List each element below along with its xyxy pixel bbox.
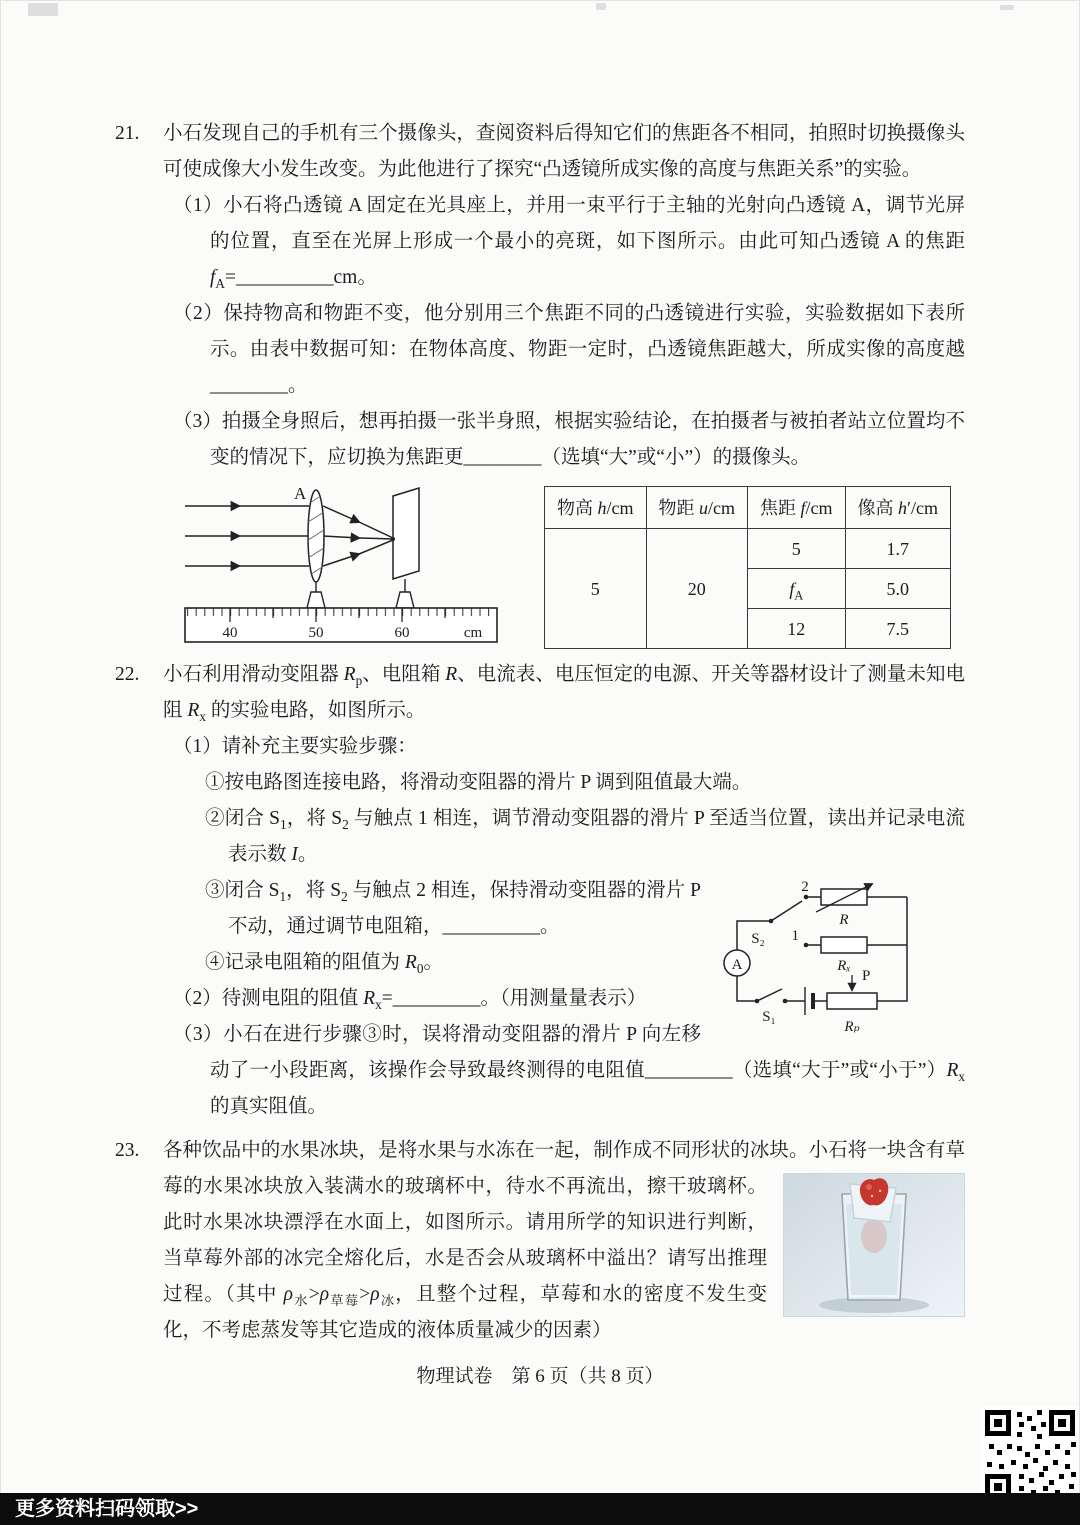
question-22-number: 22. [115,664,140,685]
switch-s1 [755,989,788,1025]
table-header-row [545,487,951,529]
cell-image-height-2: 5.0 [845,569,950,609]
qr-code [981,1406,1079,1504]
cell-focal-3: 12 [748,609,846,649]
ruler-tick-60: 60 [394,625,410,641]
ruler-tick-50: 50 [308,625,324,641]
stem-text: 此时水果冰块漂浮在水面上，如图所示。请用所学的知识进行判断，当草莓外部的冰完全熔化后，水是否会从玻璃杯中溢出？请写出推理过程。（其中 $\rho_水>\rho_{草莓}>\rho_冰$，且整个过程，草莓和水的密度不发生变化，不考虑蒸发等其它造成的液体质量减少的因素） [163,1212,767,1341]
item-marker: （3） [173,1024,223,1045]
scan-artifact [1000,5,1014,10]
question-22-step-2: ②闭合 $S_1$，将 $S_2$ 与触点 1 相连，调节滑动变阻器的滑片 P 至适当位置，读出并记录电流表示数 I。 [205,808,965,865]
battery-icon [805,987,813,1015]
item-text: 待测电阻的阻值 $R_x=\_\_\_\_\_\_\_\_\_$。（用测量量表示） [221,988,647,1012]
question-22-step-4: ④记录电阻箱的阻值为 $R_0$。 [205,952,443,976]
item-text: 小石将凸透镜 A 固定在光具座上，并用一束平行于主轴的光射向凸透镜 A，调节光屏的位置，直至在光屏上形成一个最小的亮斑，如下图所示。由此可知凸透镜 A 的焦距 $f_A=\_\_\_\_\_\_\_\_\_\_cm$。 [210,195,965,291]
focal-spot [391,537,395,541]
page-footer: 物理试卷 第 6 页（共 8 页） [416,1366,664,1387]
cell-focal-2: $f_A$ [748,569,846,609]
switch-s2 [751,879,809,947]
switch-s2-label: S₂ [751,931,765,947]
cell-object-height: 5 [545,529,647,649]
question-21-number: 21. [115,123,140,144]
item-text: 小石在进行步骤③时，误将滑动变阻器的滑片 P 向左移动了一小段距离，该操作会导致最终测得的电阻值_________（选填“大于”或“小于$”)R_x$ 的真实阻值。 [210,1024,965,1117]
question-23-number: 23. [115,1140,140,1161]
lens-holder [307,582,325,608]
resistor-box [816,884,872,928]
question-22 [115,657,965,1125]
unknown-resistor [821,937,867,974]
circuit-svg [715,877,965,1049]
col-object-height: 物高 h/cm [545,487,647,529]
question-21 [115,116,965,649]
ice-glass-photo-svg [784,1174,964,1316]
parallel-rays [185,506,309,566]
table-row [545,529,951,569]
question-22-step-3: ③闭合 $S_1$，将 $S_2$ 与触点 2 相连，保持滑动变阻器的滑片 P 不动，通过调节电阻箱，__________。 [205,880,701,937]
question-22-item-1 [168,729,965,765]
promo-bar [0,1493,1080,1525]
cell-focal-1: 5 [748,529,846,569]
unknown-resistor-label: Rₓ [837,958,851,974]
lens-label: A [294,484,307,503]
switch-s1-label: S₁ [762,1009,776,1025]
stem-text: 各种饮品中的水果冰块，是将水果与水冻在一起，制作成不同形状的冰块。小石将一块含有草莓的水果冰块放入装满水的玻璃杯中，待水不再流出，擦干玻璃杯。 [163,1140,965,1197]
light-screen [391,488,419,579]
item-marker: （2） [173,303,224,324]
question-21-stem: 小石发现自己的手机有三个摄像头，查阅资料后得知它们的焦距各不相同，拍照时切换摄像头可使成像大小发生改变。为此他进行了探究“凸透镜所成实像的高度与焦距关系”的实验。 [163,123,965,180]
ammeter-icon [724,950,750,976]
item-text: 保持物高和物距不变，他分别用三个焦距不同的凸透镜进行实验，实验数据如下表所示。由表中数据可知：在物体高度、物距一定时，凸透镜焦距越大，所成实像的高度越________。 [210,303,965,396]
item-marker: （2） [173,988,222,1009]
page-content [115,116,965,1395]
scan-artifact [596,3,606,10]
slider-label: P [862,968,871,984]
resistor-box-label: R [839,912,849,928]
circuit-diagram [715,877,965,1049]
screen-holder [396,579,414,608]
col-object-distance: 物距 u/cm [646,487,748,529]
cell-image-height-1: 1.7 [845,529,950,569]
question-23 [115,1133,965,1349]
lens-experiment-diagram [173,484,508,646]
rheostat-label: Rₚ [844,1019,860,1035]
item-text: 请补充主要实验步骤： [221,736,417,757]
item-marker: （1） [173,195,224,216]
rheostat [827,968,877,1035]
item-marker: （1） [173,736,222,757]
question-23-stem [163,1133,965,1349]
contact-1-label: 1 [791,928,799,944]
scan-artifact [28,3,58,16]
question-22-step-1: ①按电路图连接电路，将滑动变阻器的滑片 P 调到阻值最大端。 [205,772,752,793]
converging-rays [323,506,393,566]
ice-glass-photo [783,1173,965,1317]
ruler-unit: cm [463,625,483,641]
question-22-stem: 小石利用滑动变阻器 $R_p$、电阻箱 R、电流表、电压恒定的电源、开关等器材设计了测量未知电阻 $R_x$ 的实验电路，如图所示。 [163,664,965,724]
col-image-height: 像高 h′/cm [845,487,950,529]
ammeter-label: A [731,957,743,973]
item-marker: （3） [173,411,222,432]
promo-text: 更多资料扫码领取>> [15,1498,199,1520]
question-21-item-3 [168,404,965,476]
cell-image-height-3: 7.5 [845,609,950,649]
question-21-item-1 [168,188,965,296]
item-text: 拍摄全身照后，想再拍摄一张半身照，根据实验结论，在拍摄者与被拍者站立位置均不变的情况下，应切换为焦距更________（选填“大”或“小”）的摄像头。 [210,411,965,468]
cell-object-distance: 20 [646,529,748,649]
col-focal-length: 焦距 f/cm [748,487,846,529]
question-21-item-2 [168,296,965,404]
optical-ruler [185,608,497,642]
ruler-tick-40: 40 [222,625,238,641]
convex-lens [294,484,327,582]
contact-2-label: 2 [801,879,809,895]
experiment-data-table [544,486,951,649]
question-21-figures [173,484,965,649]
